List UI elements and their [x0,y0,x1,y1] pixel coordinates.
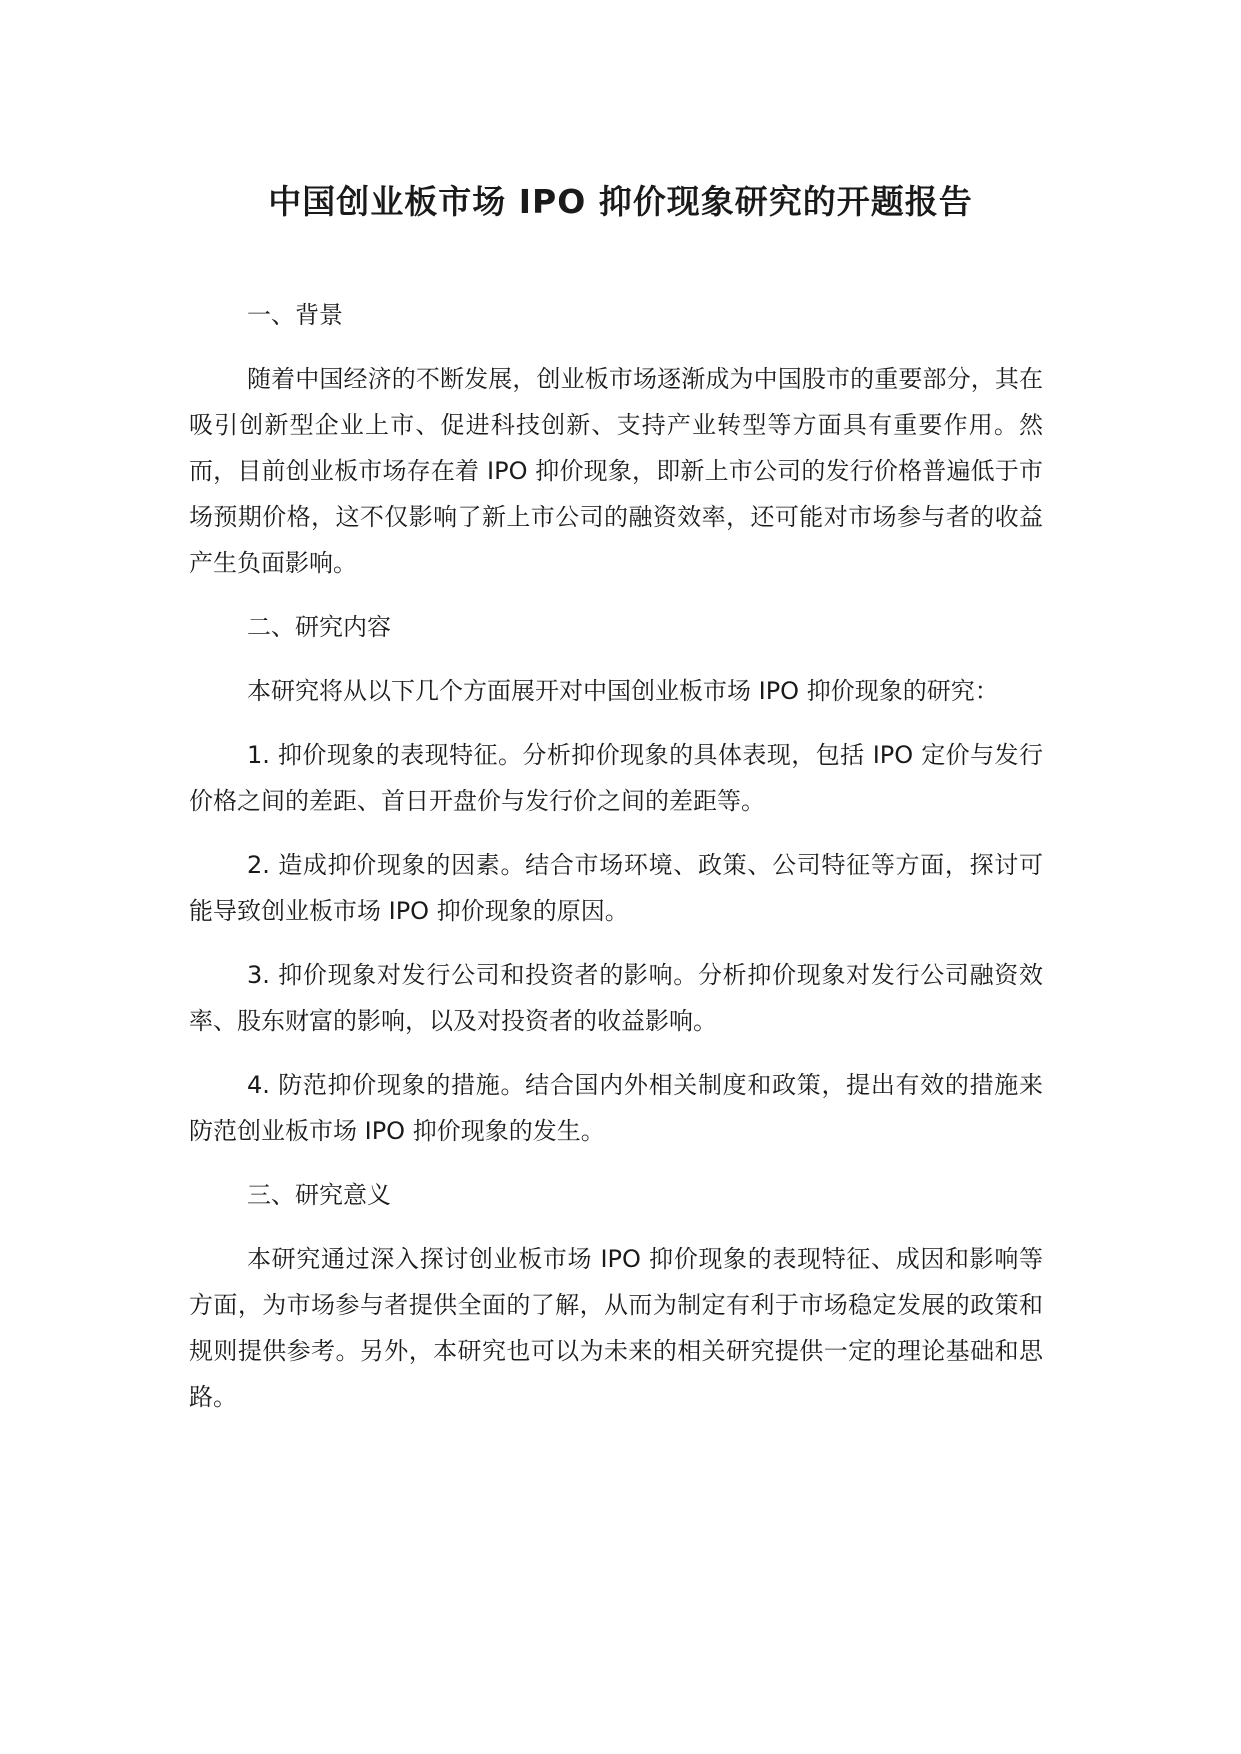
document-body [189,292,1043,1420]
section-heading: 三、研究意义 [247,1181,391,1209]
list-item: 1. 抑价现象的表现特征。分析抑价现象的具体表现，包括 IPO 定价与发行价格之间的差距、首日开盘价与发行价之间的差距等。 [189,741,1043,815]
list-item: 2. 造成抑价现象的因素。结合市场环境、政策、公司特征等方面，探讨可能导致创业板市场 IPO 抑价现象的原因。 [189,851,1043,925]
list-item: 3. 抑价现象对发行公司和投资者的影响。分析抑价现象对发行公司融资效率、股东财富的影响，以及对投资者的收益影响。 [189,961,1043,1035]
paragraph: 本研究将从以下几个方面展开对中国创业板市场 IPO 抑价现象的研究： [247,677,999,705]
paragraph: 随着中国经济的不断发展，创业板市场逐渐成为中国股市的重要部分，其在吸引创新型企业上市、促进科技创新、支持产业转型等方面具有重要作用。然而，目前创业板市场存在着 IPO 抑价现象，即新上市公司的发行价格普遍低于市场预期价格，这不仅影响了新上市公司的融资效率，还可能对市场参与者的收益产生负面影响。 [189,365,1043,577]
list-item: 4. 防范抑价现象的措施。结合国内外相关制度和政策，提出有效的措施来防范创业板市场 IPO 抑价现象的发生。 [189,1071,1043,1145]
section-heading: 一、背景 [247,301,343,329]
section-heading: 二、研究内容 [247,613,391,641]
paragraph: 本研究通过深入探讨创业板市场 IPO 抑价现象的表现特征、成因和影响等方面，为市场参与者提供全面的了解，从而为制定有利于市场稳定发展的政策和规则提供参考。另外，本研究也可以为未来的相关研究提供一定的理论基础和思路。 [189,1245,1043,1411]
document-title: 中国创业板市场 IPO 抑价现象研究的开题报告 [268,182,973,221]
